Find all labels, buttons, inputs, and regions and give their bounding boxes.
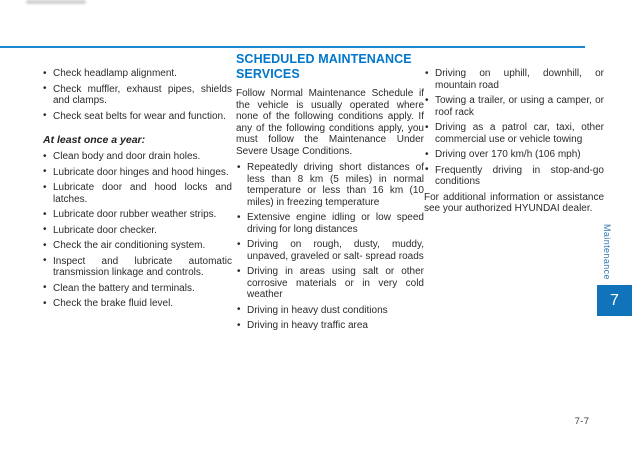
sidebar-chapter-name: Maintenance [602, 224, 612, 280]
list-item-text: Check the air conditioning system. [53, 240, 206, 251]
list-item [42, 240, 232, 252]
list-item-text: Check muffler, exhaust pipes, shields and clamps. [53, 83, 232, 106]
checklist-yearly [42, 151, 232, 310]
list-item [42, 84, 232, 107]
scan-smudge [26, 0, 86, 4]
list-item-text: Driving in heavy dust conditions [247, 304, 388, 316]
column-middle [236, 52, 424, 336]
list-item [236, 212, 424, 235]
list-item [42, 151, 232, 163]
list-item [424, 122, 604, 145]
header-rule [0, 46, 585, 48]
list-item [236, 239, 424, 262]
section-heading: SCHEDULED MAINTENANCE SERVICES [236, 52, 412, 81]
list-item-text: Driving as a patrol car, taxi, other commercial use or vehicle towing [435, 122, 604, 145]
list-item [42, 68, 232, 80]
column-right [424, 68, 604, 215]
column-left [42, 68, 232, 314]
list-item [236, 305, 424, 317]
list-item [236, 162, 424, 208]
chapter-tab-number: 7 [610, 291, 619, 309]
list-item [42, 256, 232, 279]
list-item [424, 95, 604, 118]
intro-paragraph: Follow Normal Maintenance Schedule if the vehicle is usually operated where none of the following conditions apply. If any of the following conditions apply, you must follow the Maintenance Under Severe Usage Conditions. [236, 88, 424, 157]
list-item-text: Clean body and door drain holes. [53, 151, 201, 162]
list-item [424, 149, 604, 161]
list-item [42, 111, 232, 123]
list-item-text: Lubricate door rubber weather strips. [53, 209, 217, 220]
list-item-text: Repeatedly driving short distances of less than 8 km (5 miles) in normal temperature or less than 16 km (10 miles) in freezing temperature [247, 162, 424, 208]
list-item-text: Driving in areas using salt or other corrosive materials or in very cold weather [247, 266, 424, 300]
chapter-tab [597, 285, 632, 316]
list-item-text: Inspect and lubricate automatic transmission linkage and controls. [53, 255, 232, 278]
list-item-text: Lubricate door and hood locks and latches. [53, 182, 232, 205]
list-item [236, 320, 424, 332]
list-item-text: Towing a trailer, or using a camper, or roof rack [435, 95, 604, 118]
list-item-text: Lubricate door hinges and hood hinges. [53, 166, 229, 178]
list-item-text: Check the brake fluid level. [53, 298, 174, 309]
list-item-text: Check headlamp alignment. [53, 68, 177, 79]
dealer-note: For additional information or assistance see your authorized HYUNDAI dealer. [424, 191, 604, 214]
list-item-text: Driving in heavy traffic area [247, 320, 368, 331]
subheading-once-a-year: At least once a year: [43, 134, 146, 146]
list-item-text: Driving on uphill, downhill, or mountain road [435, 68, 604, 91]
list-item-text: Driving over 170 km/h (106 mph) [435, 149, 581, 160]
list-item-text: Lubricate door checker. [53, 224, 157, 236]
page-number: 7-7 [574, 416, 590, 427]
list-item-text: Clean the battery and terminals. [53, 282, 195, 294]
list-item-text: Driving on rough, dusty, muddy, unpaved, graveled or salt- spread roads [247, 239, 424, 262]
list-item [236, 266, 424, 301]
list-item [424, 68, 604, 91]
list-item [42, 182, 232, 205]
checklist-top [42, 68, 232, 122]
list-item [42, 225, 232, 237]
list-item-text: Check seat belts for wear and function. [53, 110, 226, 122]
severe-usage-list-continued [424, 68, 604, 188]
list-item-text: Frequently driving in stop-and-go conditions [435, 164, 604, 187]
list-item-text: Extensive engine idling or low speed driving for long distances [247, 212, 424, 235]
list-item [42, 167, 232, 179]
severe-usage-list [236, 162, 424, 332]
list-item [42, 298, 232, 310]
list-item [42, 209, 232, 221]
list-item [42, 283, 232, 295]
list-item [424, 165, 604, 188]
